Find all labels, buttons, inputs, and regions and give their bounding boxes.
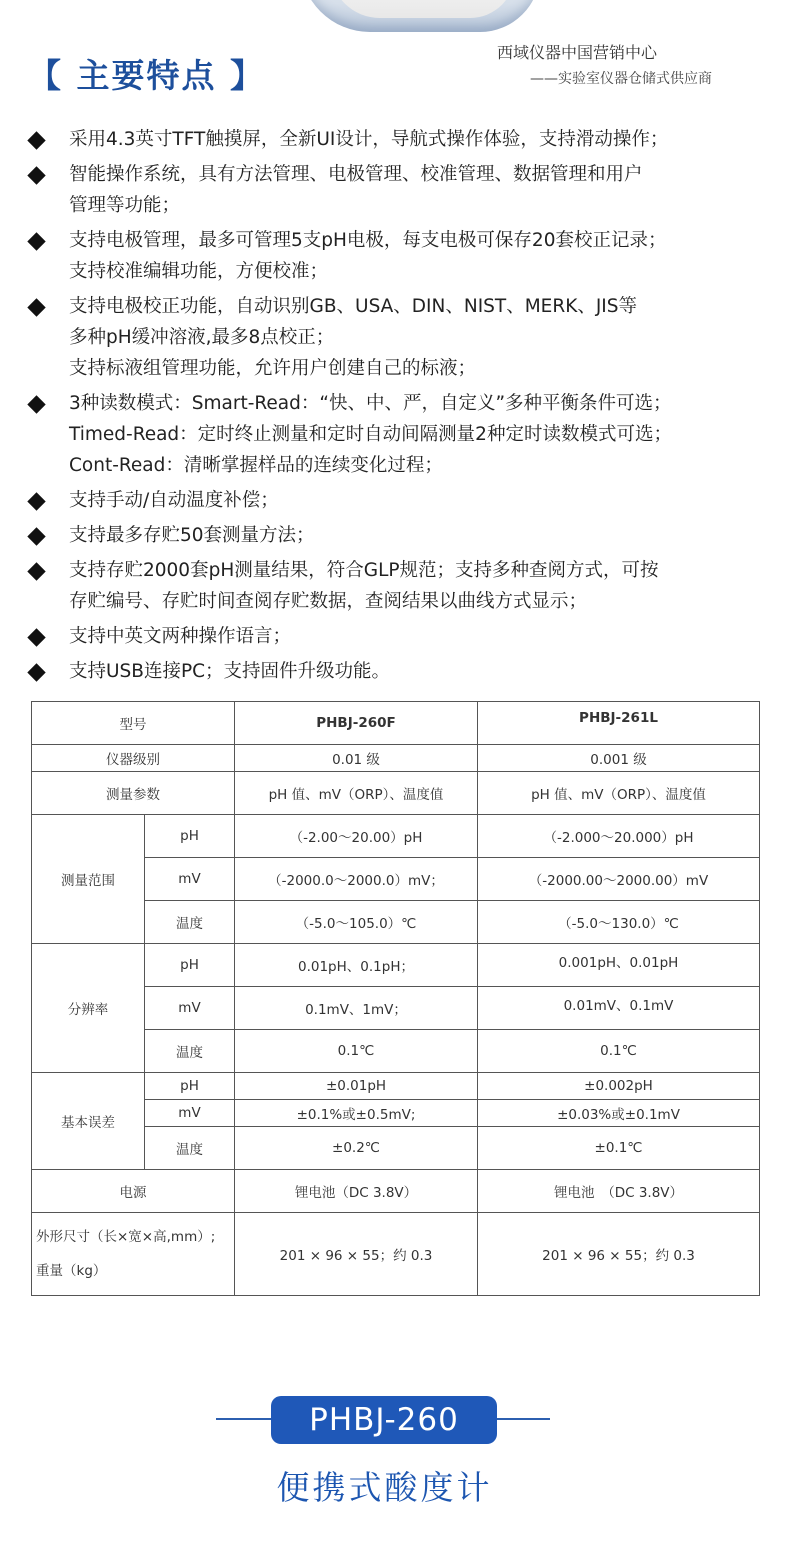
diamond-bullet-icon	[27, 232, 45, 250]
diamond-bullet-icon	[27, 628, 45, 646]
params-261l: pH 值、mV（ORP）、温度值	[478, 772, 760, 815]
error-label: 基本误差	[32, 1073, 145, 1170]
size-label-line2: 重量（kg）	[36, 1263, 107, 1279]
feature-text: 3种读数模式：Smart-Read：“快、中、严，自定义”多种平衡条件可选；	[69, 393, 672, 414]
feature-text: 支持USB连接PC；支持固件升级功能。	[69, 661, 391, 682]
error-mv-261l: ±0.03%或±0.1mV	[478, 1100, 760, 1127]
range-sub-ph: pH	[145, 815, 235, 858]
feature-text: 支持最多存贮50套测量方法；	[69, 525, 315, 546]
table-row-params	[32, 772, 760, 815]
feature-text: 支持电极管理，最多可管理5支pH电极，每支电极可保存20套校正记录；	[69, 230, 667, 251]
diamond-bullet-icon	[27, 298, 45, 316]
footer-divider-right	[496, 1418, 550, 1420]
range-mv-260f: （-2000.0～2000.0）mV；	[235, 858, 478, 901]
feature-text: 管理等功能；	[69, 195, 181, 216]
feature-item	[28, 225, 788, 287]
range-ph-261l: （-2.000～20.000）pH	[478, 815, 760, 858]
seller-name: 西域仪器中国营销中心	[497, 43, 658, 62]
error-temp-261l: ±0.1℃	[478, 1127, 760, 1170]
feature-item	[28, 656, 788, 687]
header-model-260f: PHBJ-260F	[235, 702, 478, 745]
feature-item	[28, 291, 788, 384]
range-mv-261l: （-2000.00～2000.00）mV	[478, 858, 760, 901]
feature-text: 采用4.3英寸TFT触摸屏，全新UI设计，导航式操作体验，支持滑动操作；	[69, 129, 669, 150]
header-model-261l: PHBJ-261L	[478, 702, 760, 745]
power-260f: 锂电池（DC 3.8V）	[235, 1170, 478, 1213]
table-row	[32, 1073, 760, 1100]
table-row-grade	[32, 745, 760, 772]
feature-item	[28, 555, 788, 617]
feature-text: Cont-Read：清晰掌握样品的连续变化过程；	[69, 455, 443, 476]
resolution-temp-260f: 0.1℃	[235, 1030, 478, 1073]
range-sub-mv: mV	[145, 858, 235, 901]
seller-tagline: ——实验室仪器仓储式供应商	[530, 71, 712, 87]
range-sub-temp: 温度	[145, 901, 235, 944]
feature-item	[28, 520, 788, 551]
range-label: 测量范围	[32, 815, 145, 944]
footer-divider-left	[216, 1418, 272, 1420]
params-260f: pH 值、mV（ORP）、温度值	[235, 772, 478, 815]
range-temp-261l: （-5.0～130.0）℃	[478, 901, 760, 944]
error-sub-ph: pH	[145, 1073, 235, 1100]
resolution-mv-261l: 0.01mV、0.1mV	[478, 987, 760, 1030]
device-face	[330, 0, 515, 18]
resolution-sub-ph: pH	[145, 944, 235, 987]
resolution-label: 分辨率	[32, 944, 145, 1073]
error-ph-261l: ±0.002pH	[478, 1073, 760, 1100]
error-temp-260f: ±0.2℃	[235, 1127, 478, 1170]
diamond-bullet-icon	[27, 166, 45, 184]
grade-260f: 0.01 级	[235, 745, 478, 772]
error-mv-260f: ±0.1%或±0.5mV;	[235, 1100, 478, 1127]
diamond-bullet-icon	[27, 492, 45, 510]
feature-text: Timed-Read：定时终止测量和定时自动间隔测量2种定时读数模式可选；	[69, 424, 672, 445]
size-261l: 201 × 96 × 55；约 0.3	[478, 1213, 760, 1296]
model-badge: PHBJ-260	[271, 1396, 497, 1444]
feature-text: 支持中英文两种操作语言；	[69, 626, 292, 647]
table-row-size	[32, 1213, 760, 1296]
diamond-bullet-icon	[27, 562, 45, 580]
diamond-bullet-icon	[27, 131, 45, 149]
size-label-line1: 外形尺寸（长×宽×高,mm）;	[36, 1229, 216, 1245]
resolution-mv-260f: 0.1mV、1mV；	[235, 987, 478, 1030]
power-label: 电源	[32, 1170, 235, 1213]
table-row	[32, 944, 760, 987]
feature-item	[28, 388, 788, 481]
size-label	[32, 1213, 235, 1296]
feature-text: 支持电极校正功能，自动识别GB、USA、DIN、NIST、MERK、JIS等	[69, 296, 637, 317]
feature-text: 智能操作系统，具有方法管理、电极管理、校准管理、数据管理和用户	[69, 164, 643, 185]
feature-item	[28, 485, 788, 516]
header-model-label: 型号	[32, 702, 235, 745]
resolution-ph-261l: 0.001pH、0.01pH	[478, 944, 760, 987]
diamond-bullet-icon	[27, 663, 45, 681]
size-260f: 201 × 96 × 55；约 0.3	[235, 1213, 478, 1296]
table-header-row	[32, 702, 760, 745]
error-sub-temp: 温度	[145, 1127, 235, 1170]
grade-label: 仪器级别	[32, 745, 235, 772]
error-ph-260f: ±0.01pH	[235, 1073, 478, 1100]
power-261l: 锂电池 （DC 3.8V）	[478, 1170, 760, 1213]
table-row-power	[32, 1170, 760, 1213]
error-sub-mv: mV	[145, 1100, 235, 1127]
device-image	[300, 0, 540, 32]
spec-table	[31, 701, 760, 1296]
feature-text: 支持手动/自动温度补偿；	[69, 490, 279, 511]
feature-text: 支持存贮2000套pH测量结果，符合GLP规范；支持多种查阅方式，可按	[69, 560, 659, 581]
feature-item	[28, 621, 788, 652]
diamond-bullet-icon	[27, 395, 45, 413]
params-label: 测量参数	[32, 772, 235, 815]
resolution-ph-260f: 0.01pH、0.1pH；	[235, 944, 478, 987]
feature-list	[28, 124, 788, 691]
grade-261l: 0.001 级	[478, 745, 760, 772]
range-temp-260f: （-5.0～105.0）℃	[235, 901, 478, 944]
section-heading: 【 主要特点 】	[28, 56, 265, 95]
resolution-sub-mv: mV	[145, 987, 235, 1030]
table-row	[32, 815, 760, 858]
feature-text: 多种pH缓冲溶液,最多8点校正；	[69, 327, 335, 348]
feature-text: 存贮编号、存贮时间查阅存贮数据，查阅结果以曲线方式显示；	[69, 591, 588, 612]
diamond-bullet-icon	[27, 527, 45, 545]
product-name: 便携式酸度计	[276, 1468, 493, 1507]
resolution-sub-temp: 温度	[145, 1030, 235, 1073]
resolution-temp-261l: 0.1℃	[478, 1030, 760, 1073]
feature-item	[28, 159, 788, 221]
feature-text: 支持标液组管理功能，允许用户创建自己的标液；	[69, 358, 477, 379]
range-ph-260f: （-2.00～20.00）pH	[235, 815, 478, 858]
feature-text: 支持校准编辑功能，方便校准；	[69, 261, 329, 282]
feature-item	[28, 124, 788, 155]
